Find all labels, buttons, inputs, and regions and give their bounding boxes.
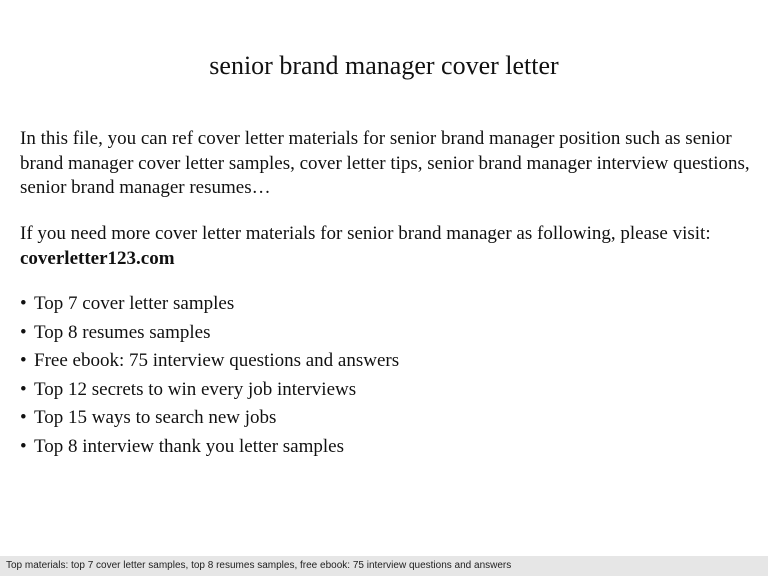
footer-bar: Top materials: top 7 cover letter samples, top 8 resumes samples, free ebook: 75 interview questions and answers (0, 556, 768, 576)
list-item-text: Top 15 ways to search new jobs (34, 407, 277, 428)
materials-list (20, 290, 755, 461)
list-item-text: Top 8 resumes samples (34, 321, 211, 343)
list-item (20, 290, 755, 319)
bullet-icon: • (20, 435, 27, 457)
slide-title: senior brand manager cover letter (209, 51, 559, 80)
list-item-text: Top 7 cover letter samples (34, 293, 235, 314)
list-item (20, 404, 755, 433)
intro-paragraph: In this file, you can ref cover letter materials for senior brand manager position such as senior brand manager cover letter samples, cover letter tips, senior brand manager interview questions, senior brand manager resumes… (20, 128, 750, 198)
list-item-text: Free ebook: 75 interview questions and answers (34, 350, 400, 371)
list-item-text: Top 8 interview thank you letter samples (34, 435, 344, 457)
list-item (20, 319, 755, 348)
list-item (20, 433, 755, 462)
website-link[interactable]: coverletter123.com (20, 247, 175, 269)
visit-paragraph (20, 222, 755, 271)
bullet-icon: • (20, 378, 27, 400)
list-item-text: Top 12 secrets to win every job interviews (34, 378, 357, 400)
bullet-icon: • (20, 293, 27, 314)
bullet-icon: • (20, 321, 27, 343)
visit-text: If you need more cover letter materials for senior brand manager as following, please visit: (20, 223, 711, 244)
list-item (20, 347, 755, 376)
bullet-icon: • (20, 407, 27, 428)
list-item (20, 376, 755, 405)
bullet-icon: • (20, 350, 27, 371)
